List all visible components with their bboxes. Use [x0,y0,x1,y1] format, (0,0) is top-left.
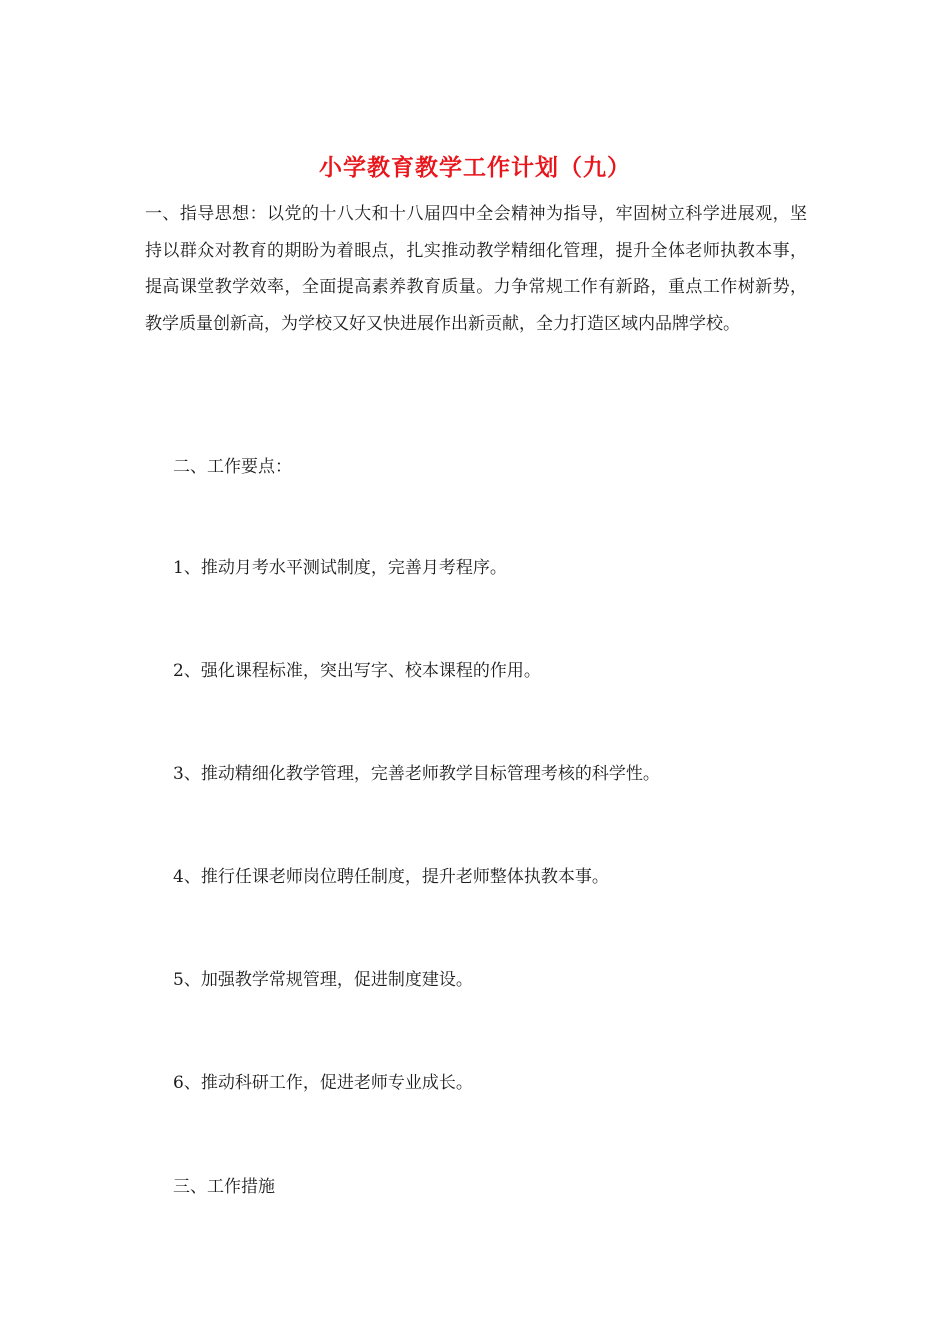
document-title: 小学教育教学工作计划（九） [319,154,631,181]
section-2-heading: 二、工作要点： [173,457,292,477]
section-3-heading: 三、工作措施 [173,1177,275,1197]
work-point-5: 5、加强教学常规管理，促进制度建设。 [173,970,473,990]
work-point-1: 1、推动月考水平测试制度，完善月考程序。 [173,558,507,578]
work-point-4: 4、推行任课老师岗位聘任制度，提升老师整体执教本事。 [173,867,609,887]
work-point-3: 3、推动精细化教学管理，完善老师教学目标管理考核的科学性。 [173,764,660,784]
guiding-ideology-paragraph: 一、指导思想：以党的十八大和十八届四中全会精神为指导，牢固树立科学进展观，坚持以群众对教育的期盼为着眼点，扎实推动教学精细化管理，提升全体老师执教本事，提高课堂教学效率，全面提高素养教育质量。力争常规工作有新路，重点工作树新势，教学质量创新高，为学校又好又快进展作出新贡献，全力打造区域内品牌学校。 [145,204,807,334]
work-point-6: 6、推动科研工作，促进老师专业成长。 [173,1073,473,1093]
work-point-2: 2、强化课程标准，突出写字、校本课程的作用。 [173,661,541,681]
